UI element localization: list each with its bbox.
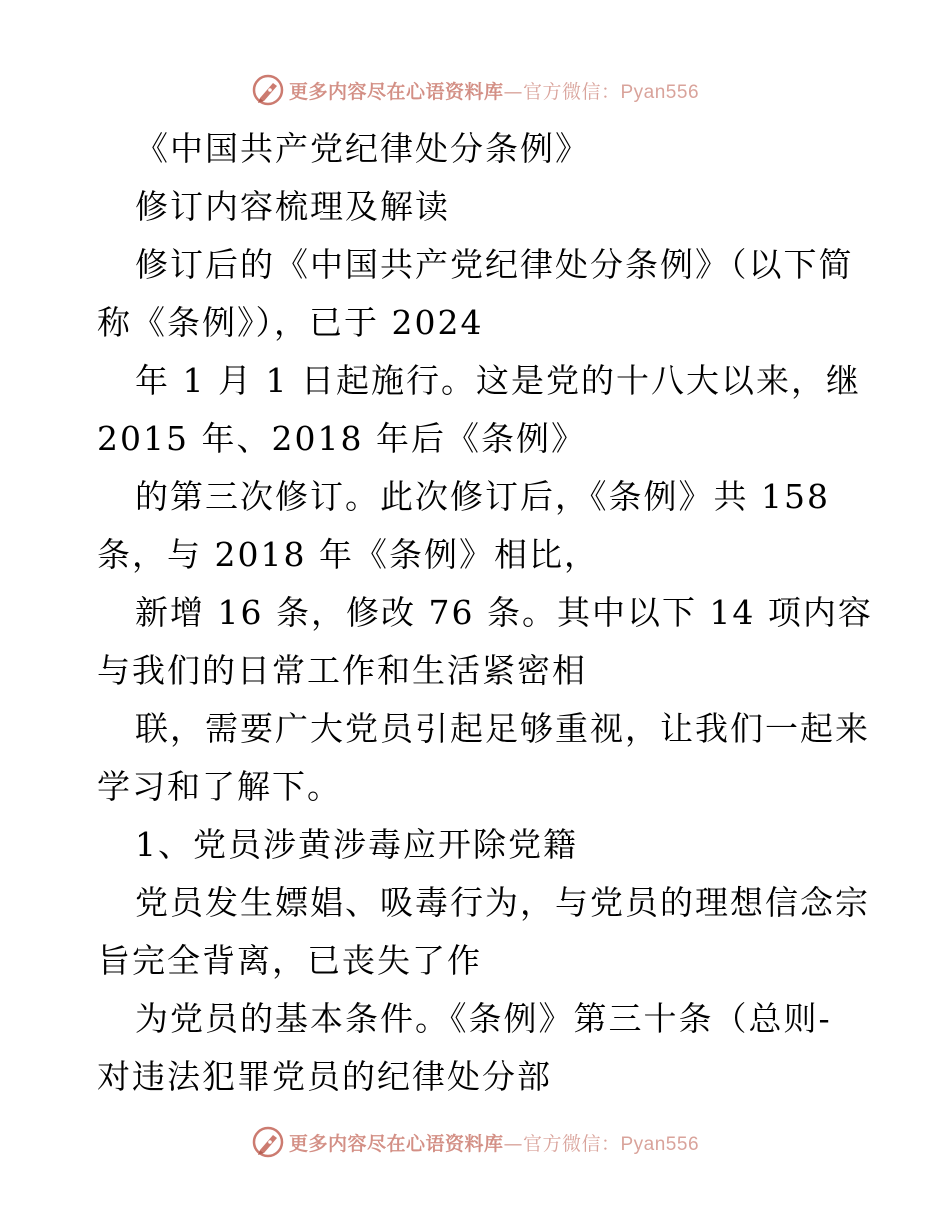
text-line: 新增 16 条，修改 76 条。其中以下 14 项内容	[135, 593, 873, 632]
header-watermark	[0, 70, 950, 110]
text-line: 的第三次修订。此次修订后，《条例》共 158	[135, 477, 830, 516]
text-line: 与我们的日常工作和生活紧密相	[97, 651, 587, 690]
text-line: 2015 年、2018 年后《条例》	[97, 419, 586, 458]
text-line: 称《条例》），已于 2024	[97, 303, 484, 342]
watermark-text: 更多内容尽在心语资料库—官方微信：Pyan556	[288, 80, 700, 103]
document-body	[97, 120, 873, 1106]
text-line: 修订内容梳理及解读	[135, 187, 450, 226]
text-line: 旨完全背离，已丧失了作	[97, 941, 482, 980]
pen-logo-icon	[251, 1125, 285, 1159]
footer-watermark	[0, 1122, 950, 1162]
text-line: 党员发生嫖娼、吸毒行为，与党员的理想信念宗	[135, 883, 870, 922]
text-line: 为党员的基本条件。《条例》第三十条（总则-	[135, 999, 832, 1038]
text-line: 学习和了解下。	[97, 767, 342, 806]
text-line: 1、党员涉黄涉毒应开除党籍	[135, 825, 578, 864]
text-line: 对违法犯罪党员的纪律处分部	[97, 1057, 552, 1096]
text-line: 条，与 2018 年《条例》相比，	[97, 535, 599, 574]
text-line: 修订后的《中国共产党纪律处分条例》（以下简	[135, 245, 854, 284]
watermark-text: 更多内容尽在心语资料库—官方微信：Pyan556	[288, 1132, 700, 1155]
text-line: 《中国共产党纪律处分条例》	[135, 129, 590, 168]
text-line: 年 1 月 1 日起施行。这是党的十八大以来，继	[135, 361, 861, 400]
text-line: 联，需要广大党员引起足够重视，让我们一起来	[135, 709, 870, 748]
pen-logo-icon	[251, 73, 285, 107]
